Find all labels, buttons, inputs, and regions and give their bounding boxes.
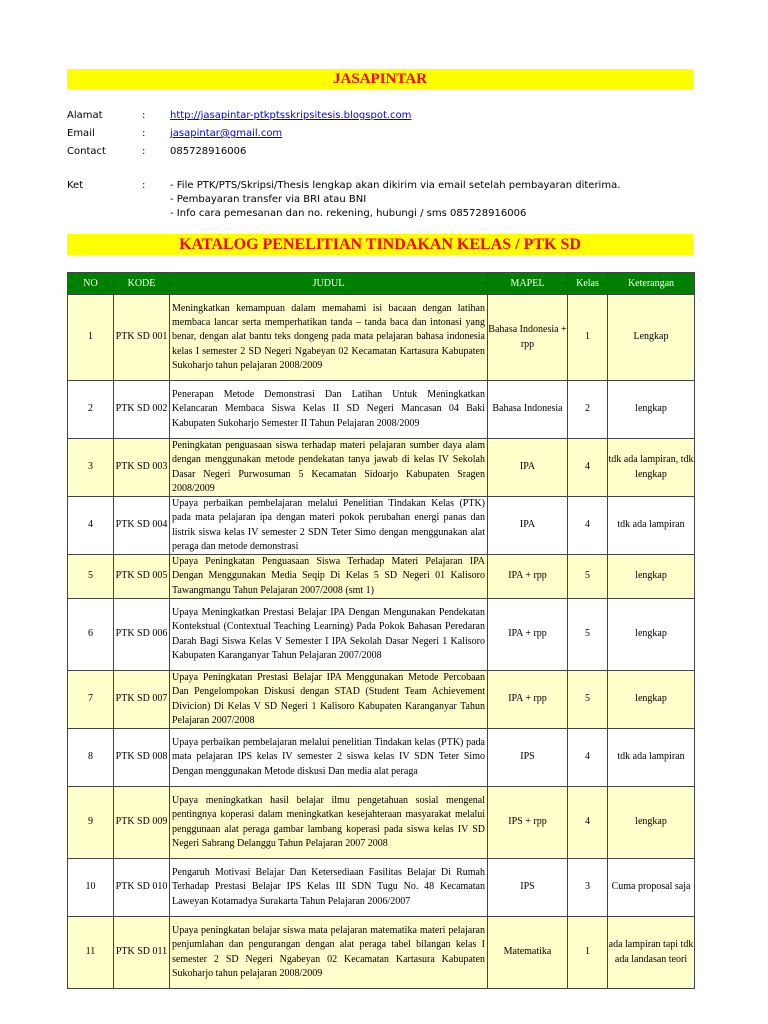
table-row (68, 295, 695, 381)
cell-kode: PTK SD 005 (114, 555, 170, 599)
cell-kode: PTK SD 002 (114, 381, 170, 439)
ptk-catalog-table (67, 272, 695, 989)
table-row (68, 917, 695, 989)
email-row (67, 125, 411, 143)
cell-judul: Peningkatan penguasaan siswa terhadap materi pelajaran sumber daya alam dengan menggunakan metode pendekatan tanya jawab di kelas IV Sekolah Dasar Negeri Purwosuman 5 Kecamatan Sidoarjo Kabupaten Sragen 2008/2009 (170, 439, 488, 497)
cell-kelas: 4 (568, 729, 608, 787)
cell-kode: PTK SD 010 (114, 859, 170, 917)
cell-no: 3 (68, 439, 114, 497)
table-header-row (68, 273, 695, 295)
contact-row (67, 143, 411, 161)
cell-keterangan: lengkap (608, 381, 695, 439)
cell-mapel: IPA (488, 497, 568, 555)
cell-kode: PTK SD 004 (114, 497, 170, 555)
cell-keterangan: Cuma proposal saja (608, 859, 695, 917)
table-row (68, 497, 695, 555)
table-row (68, 671, 695, 729)
table-row (68, 599, 695, 671)
cell-mapel: IPA + rpp (488, 671, 568, 729)
cell-keterangan: tdk ada lampiran (608, 729, 695, 787)
header-no: NO (68, 273, 114, 295)
cell-kode: PTK SD 003 (114, 439, 170, 497)
cell-no: 1 (68, 295, 114, 381)
alamat-row (67, 107, 411, 125)
contact-info (67, 107, 411, 161)
contact-value: 085728916006 (170, 146, 247, 157)
cell-keterangan: tdk ada lampiran (608, 497, 695, 555)
cell-no: 9 (68, 787, 114, 859)
cell-kode: PTK SD 007 (114, 671, 170, 729)
cell-mapel: IPA (488, 439, 568, 497)
cell-mapel: Matematika (488, 917, 568, 989)
cell-keterangan: tdk ada lampiran, tdk lengkap (608, 439, 695, 497)
header-judul: JUDUL (170, 273, 488, 295)
colon: : (142, 110, 146, 121)
ket-line: - File PTK/PTS/Skripsi/Thesis lengkap akan dikirim via email setelah pembayaran diterima. (170, 180, 621, 191)
table-row (68, 729, 695, 787)
cell-judul: Upaya peningkatan belajar siswa mata pelajaran matematika materi pelajaran penjumlahan dan pengurangan dengan alat peraga tabel bilangan kelas I semester 2 SD Negeri Ngabeyan 02 Kecamatan Kartasura Kabupaten Sukoharjo tahun pelajaran 2008/2009 (170, 917, 488, 989)
cell-mapel: IPA + rpp (488, 555, 568, 599)
cell-judul: Upaya meningkatkan hasil belajar ilmu pengetahuan sosial mengenal pentingnya koperasi dalam meningkatkan kesejahteraan masyarakat melalui penggunaan alat peraga gambar lambang koperasi pada siswa kelas IV SD Negeri Sabrang Delanggu Tahun Pelajaran 2007 2008 (170, 787, 488, 859)
cell-judul: Meningkatkan kemampuan dalam memahami isi bacaan dengan latihan membaca lancar serta memperhatikan tanda – tanda baca dan intonasi yang benar, dengan alat bantu teks dongeng pada mata pelajaran bahasa indonesia kelas I semester 2 SD Negeri Ngabeyan 02 Kecamatan Kartasura Kabupaten Sukoharjo tahun pelajaran 2008/2009 (170, 295, 488, 381)
cell-no: 2 (68, 381, 114, 439)
cell-kelas: 4 (568, 439, 608, 497)
cell-kode: PTK SD 006 (114, 599, 170, 671)
cell-kelas: 3 (568, 859, 608, 917)
cell-no: 6 (68, 599, 114, 671)
cell-no: 8 (68, 729, 114, 787)
colon: : (142, 146, 146, 157)
cell-kelas: 5 (568, 599, 608, 671)
cell-no: 4 (68, 497, 114, 555)
catalog-title: KATALOG PENELITIAN TINDAKAN KELAS / PTK SD (67, 234, 693, 255)
header-mapel: MAPEL (488, 273, 568, 295)
cell-mapel: Bahasa Indonesia + rpp (488, 295, 568, 381)
contact-label: Contact (67, 146, 106, 157)
email-link[interactable]: jasapintar@gmail.com (170, 128, 283, 139)
cell-keterangan: Lengkap (608, 295, 695, 381)
cell-kelas: 5 (568, 671, 608, 729)
ket-info (67, 177, 620, 221)
ket-line: - Pembayaran transfer via BRI atau BNI (170, 194, 367, 205)
ket-line: - Info cara pemesanan dan no. rekening, hubungi / sms 085728916006 (170, 208, 527, 219)
cell-mapel: IPS (488, 729, 568, 787)
cell-judul: Upaya perbaikan pembelajaran melalui penelitian Tindakan kelas (PTK) pada mata pelajaran IPS kelas IV semester 2 siswa kelas IV SDN Teter Simo Dengan menggunakan Metode diskusi Dan media alat peraga (170, 729, 488, 787)
cell-kelas: 4 (568, 787, 608, 859)
cell-mapel: IPS + rpp (488, 787, 568, 859)
header-kode: KODE (114, 273, 170, 295)
cell-kelas: 2 (568, 381, 608, 439)
blog-link[interactable]: http://jasapintar-ptkptsskripsitesis.blogspot.com (170, 110, 412, 121)
cell-mapel: Bahasa Indonesia (488, 381, 568, 439)
cell-no: 10 (68, 859, 114, 917)
cell-no: 11 (68, 917, 114, 989)
cell-kelas: 4 (568, 497, 608, 555)
cell-judul: Penerapan Metode Demonstrasi Dan Latihan Untuk Meningkatkan Kelancaran Membaca Siswa Kelas II SD Negeri Mancasan 04 Baki Kabupaten Sukoharjo Semester II Tahun Pelajaran 2008/2009 (170, 381, 488, 439)
cell-keterangan: ada lampiran tapi tdk ada landasan teori (608, 917, 695, 989)
cell-keterangan: lengkap (608, 787, 695, 859)
cell-judul: Upaya Peningkatan Prestasi Belajar IPA Menggunakan Metode Percobaan Dan Pengelompokan Diskusi dengan STAD (Student Team Achievement Divicion) Di Kelas V SD Negeri 1 Kalisoro Kabupaten Karanganyar Tahun Pelajaran 2007/2008 (170, 671, 488, 729)
cell-kode: PTK SD 001 (114, 295, 170, 381)
alamat-label: Alamat (67, 110, 103, 121)
cell-no: 7 (68, 671, 114, 729)
ket-label: Ket (67, 180, 84, 191)
cell-mapel: IPS (488, 859, 568, 917)
table-row (68, 381, 695, 439)
cell-kelas: 1 (568, 917, 608, 989)
cell-judul: Upaya Peningkatan Penguasaan Siswa Terhadap Materi Pelajaran IPA Dengan Menggunakan Media Seqip Di Kelas 5 SD Negeri 01 Kalisoro Tawangmangu Tahun Pelajaran 2007/2008 (smt 1) (170, 555, 488, 599)
cell-kode: PTK SD 009 (114, 787, 170, 859)
cell-kode: PTK SD 008 (114, 729, 170, 787)
table-row (68, 439, 695, 497)
colon: : (142, 128, 146, 139)
cell-keterangan: lengkap (608, 671, 695, 729)
table-row (68, 859, 695, 917)
cell-judul: Upaya Meningkatkan Prestasi Belajar IPA Dengan Mengunakan Pendekatan Kontekstual (Contextual Teaching Learning) Pada Pokok Bahasan Peredaran Darah Bagi Siswa Kelas V Semester I IPA Sekolah Dasar Negeri 1 Kalisoro Kabupaten Karanganyar Tahun Pelajaran 2007/2008 (170, 599, 488, 671)
cell-no: 5 (68, 555, 114, 599)
email-label: Email (67, 128, 95, 139)
cell-kode: PTK SD 011 (114, 917, 170, 989)
cell-judul: Upaya perbaikan pembelajaran melalui Penelitian Tindakan Kelas (PTK) pada mata pelajaran ipa dengan materi pokok perubahan energi panas dan listrik siswa kelas IV semester 2 SDN Teter Simo dengan menggunakan alat peraga dan metode demonstrasi (170, 497, 488, 555)
cell-keterangan: lengkap (608, 555, 695, 599)
cell-mapel: IPA + rpp (488, 599, 568, 671)
table-row (68, 555, 695, 599)
cell-kelas: 1 (568, 295, 608, 381)
colon: : (142, 180, 146, 191)
cell-judul: Pengaruh Motivasi Belajar Dan Ketersediaan Fasilitas Belajar Di Rumah Terhadap Prestasi Belajar IPS Kelas III SDN Tugu No. 48 Kecamatan Laweyan Kotamadya Surakarta Tahun Pelajaran 2006/2007 (170, 859, 488, 917)
header-keterangan: Keterangan (608, 273, 695, 295)
cell-kelas: 5 (568, 555, 608, 599)
cell-keterangan: lengkap (608, 599, 695, 671)
page-title: JASAPINTAR (67, 69, 693, 90)
table-row (68, 787, 695, 859)
header-kelas: Kelas (568, 273, 608, 295)
